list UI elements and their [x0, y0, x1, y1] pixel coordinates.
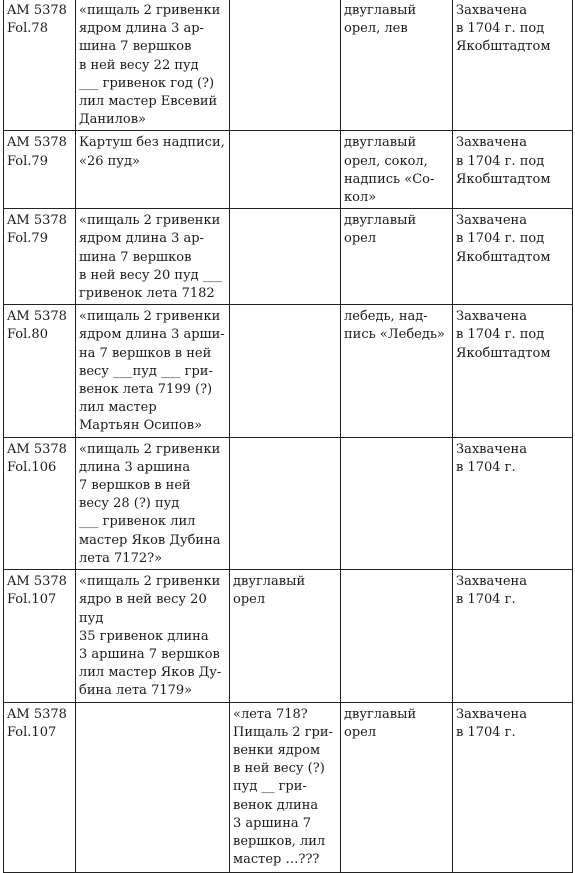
- table-row: [4, 437, 573, 569]
- cell-inscription: «пищаль 2 гривенки длина 3 аршина 7 вершков в ней весу 28 (?) пуд ___ гривенок лил мастер Яков Дубина лета 7172?»: [76, 437, 230, 569]
- cell-inscription: «пищаль 2 гривенки ядром длина 3 ар- шина 7 вершков в ней весу 20 пуд ___ гривенок лета 7182: [76, 209, 230, 305]
- table-row: [4, 570, 573, 702]
- cannon-inventory-table: [3, 0, 573, 873]
- cell-inscription-alt: «лета 718? Пищаль 2 гри- венки ядром в ней весу (?) пуд __ гри- венок длина 3 аршина 7 вершков, лил мастер …???: [230, 702, 341, 872]
- cell-catalog-id: AM 5378 Fol.78: [4, 0, 76, 131]
- cell-catalog-id: AM 5378 Fol.107: [4, 702, 76, 872]
- table-row: [4, 131, 573, 209]
- cell-note: Захвачена в 1704 г.: [453, 570, 573, 702]
- cell-catalog-id: AM 5378 Fol.79: [4, 209, 76, 305]
- cell-emblem: лебедь, над- пись «Лебедь»: [341, 305, 453, 437]
- cell-emblem: [341, 437, 453, 569]
- cell-inscription: «пищаль 2 гривенки ядром длина 3 арши- на 7 вершков в ней весу ___пуд ___ гри- венок лета 7199 (?) лил мастер Мартьян Осипов»: [76, 305, 230, 437]
- cell-catalog-id: AM 5378 Fol.80: [4, 305, 76, 437]
- table-body: [4, 0, 573, 872]
- cell-inscription: «пищаль 2 гривенки ядро в ней весу 20 пуд 35 гривенок длина 3 аршина 7 вершков лил мастер Яков Ду- бина лета 7179»: [76, 570, 230, 702]
- cell-note: Захвачена в 1704 г. под Якобштадтом: [453, 0, 573, 131]
- table-row: [4, 305, 573, 437]
- cell-inscription: Картуш без надписи, «26 пуд»: [76, 131, 230, 209]
- cell-catalog-id: AM 5378 Fol.79: [4, 131, 76, 209]
- cell-note: Захвачена в 1704 г.: [453, 702, 573, 872]
- cell-catalog-id: AM 5378 Fol.106: [4, 437, 76, 569]
- cell-inscription-alt: [230, 209, 341, 305]
- table-row: [4, 209, 573, 305]
- cell-note: Захвачена в 1704 г. под Якобштадтом: [453, 305, 573, 437]
- cell-catalog-id: AM 5378 Fol.107: [4, 570, 76, 702]
- cell-inscription-alt: [230, 0, 341, 131]
- cell-emblem: [341, 570, 453, 702]
- cell-inscription-alt: [230, 305, 341, 437]
- cell-inscription: [76, 702, 230, 872]
- cell-inscription: «пищаль 2 гривенки ядром длина 3 ар- шина 7 вершков в ней весу 22 пуд ___ гривенок год (?) лил мастер Евсевий Данилов»: [76, 0, 230, 131]
- table-row: [4, 0, 573, 131]
- cell-emblem: двуглавый орел: [341, 209, 453, 305]
- cell-note: Захвачена в 1704 г. под Якобштадтом: [453, 131, 573, 209]
- cell-emblem: двуглавый орел, лев: [341, 0, 453, 131]
- cell-inscription-alt: [230, 131, 341, 209]
- cell-emblem: двуглавый орел: [341, 702, 453, 872]
- cell-note: Захвачена в 1704 г. под Якобштадтом: [453, 209, 573, 305]
- cell-inscription-alt: [230, 437, 341, 569]
- cell-emblem: двуглавый орел, сокол, надпись «Со- кол»: [341, 131, 453, 209]
- cell-note: Захвачена в 1704 г.: [453, 437, 573, 569]
- table-row: [4, 702, 573, 872]
- cell-inscription-alt: двуглавый орел: [230, 570, 341, 702]
